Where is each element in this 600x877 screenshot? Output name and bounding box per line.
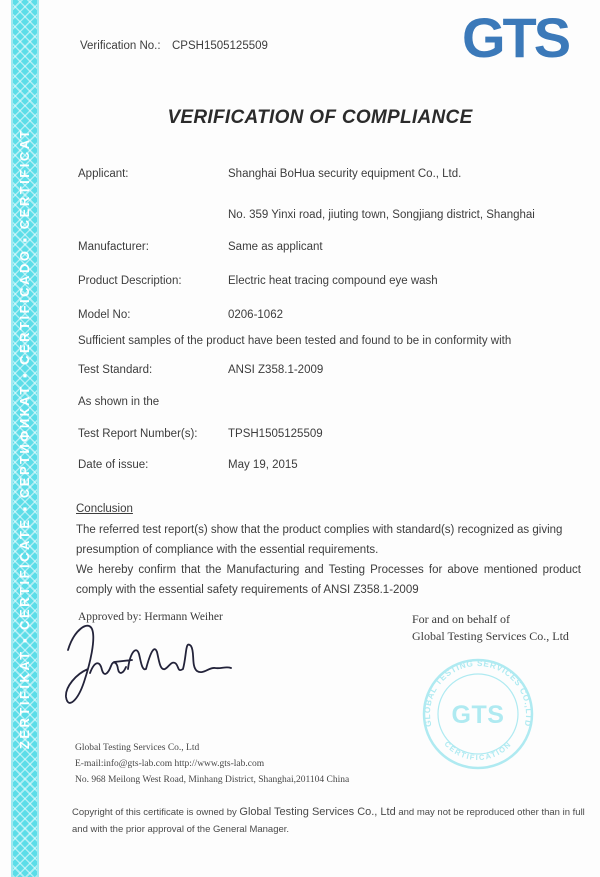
field-row-applicant-address [0, 209, 600, 225]
manufacturer-label: Manufacturer: [78, 241, 149, 253]
field-row-test-standard [0, 364, 600, 380]
handwritten-signature [56, 616, 246, 716]
product-description-label: Product Description: [78, 275, 182, 287]
on-behalf-line1: For and on behalf of [412, 612, 510, 626]
field-row-applicant [0, 168, 600, 184]
conclusion-line-4: comply with the essential safety requirements of ANSI Z358.1-2009 [76, 584, 419, 596]
field-row-model-no [0, 309, 600, 325]
svg-text:CERTIFICATION [443, 739, 514, 762]
test-report-value: TPSH1505125509 [228, 428, 323, 440]
footer-address: No. 968 Meilong West Road, Minhang District, Shanghai,201104 China [75, 775, 350, 785]
stamp-bottom-text: CERTIFICATION [442, 739, 514, 763]
footer-block [75, 740, 349, 788]
gts-company-stamp [398, 634, 558, 794]
product-description-value: Electric heat tracing compound eye wash [228, 275, 438, 287]
date-of-issue-value: May 19, 2015 [228, 459, 298, 471]
applicant-value: Shanghai BoHua security equipment Co., Ltd. [228, 168, 462, 180]
model-no-label: Model No: [78, 309, 131, 321]
test-standard-value: ANSI Z358.1-2009 [228, 364, 324, 376]
verification-no-label: Verification No.: [80, 40, 161, 52]
copyright-text-post: and may not be reproduced other than in full and with the prior approval of the General Manager. [72, 807, 585, 835]
copyright-text-pre: Copyright of this certificate is owned by [72, 807, 240, 818]
as-shown-label: As shown in the [78, 396, 160, 408]
field-row-test-report [0, 428, 600, 444]
stamp-center-gts: GTS [451, 701, 505, 729]
test-report-label: Test Report Number(s): [78, 428, 198, 440]
on-behalf-line2: Global Testing Services Co., Ltd [412, 629, 569, 643]
approved-by-line: Approved by: Hermann Weiher [78, 611, 223, 623]
conformity-statement: Sufficient samples of the product have been tested and found to be in conformity with [78, 335, 512, 347]
conclusion-line-2: presumption of compliance with the essential requirements. [76, 544, 379, 556]
applicant-address-value: No. 359 Yinxi road, jiuting town, Songjiang district, Shanghai [228, 209, 535, 221]
verification-no-value: CPSH1505125509 [172, 40, 268, 52]
conclusion-heading: Conclusion [76, 503, 133, 515]
copyright-notice [72, 804, 588, 838]
date-of-issue-label: Date of issue: [78, 459, 149, 471]
model-no-value: 0206-1062 [228, 309, 283, 321]
footer-contact: E-mail:info@gts-lab.com http://www.gts-lab.com [75, 759, 265, 769]
stamp-top-text: GLOBAL TESTING SERVICES CO.,LTD [422, 658, 534, 728]
test-standard-label: Test Standard: [78, 364, 153, 376]
band-multilingual-text: ZERTIFIKAT ▪ CERTIFICATE ▪ СЕРТИФИКАТ ▪ CERTIFICADO ▪ CERTIFICAT [17, 127, 32, 750]
field-row-manufacturer [0, 241, 600, 257]
certificate-title: VERIFICATION OF COMPLIANCE [167, 107, 473, 128]
manufacturer-value: Same as applicant [228, 241, 323, 253]
conclusion-line-3: We hereby confirm that the Manufacturing and Testing Processes for above mentioned product [76, 564, 581, 576]
field-row-date-of-issue [0, 459, 600, 475]
applicant-label: Applicant: [78, 168, 129, 180]
copyright-company-name: Global Testing Services Co., Ltd [239, 806, 396, 818]
field-row-as-shown [0, 396, 600, 412]
gts-logo: GTS [462, 6, 569, 69]
footer-company: Global Testing Services Co., Ltd [75, 743, 200, 753]
field-row-product-description [0, 275, 600, 291]
conclusion-line-1: The referred test report(s) show that the product complies with standard(s) recognized as giving [76, 524, 563, 536]
